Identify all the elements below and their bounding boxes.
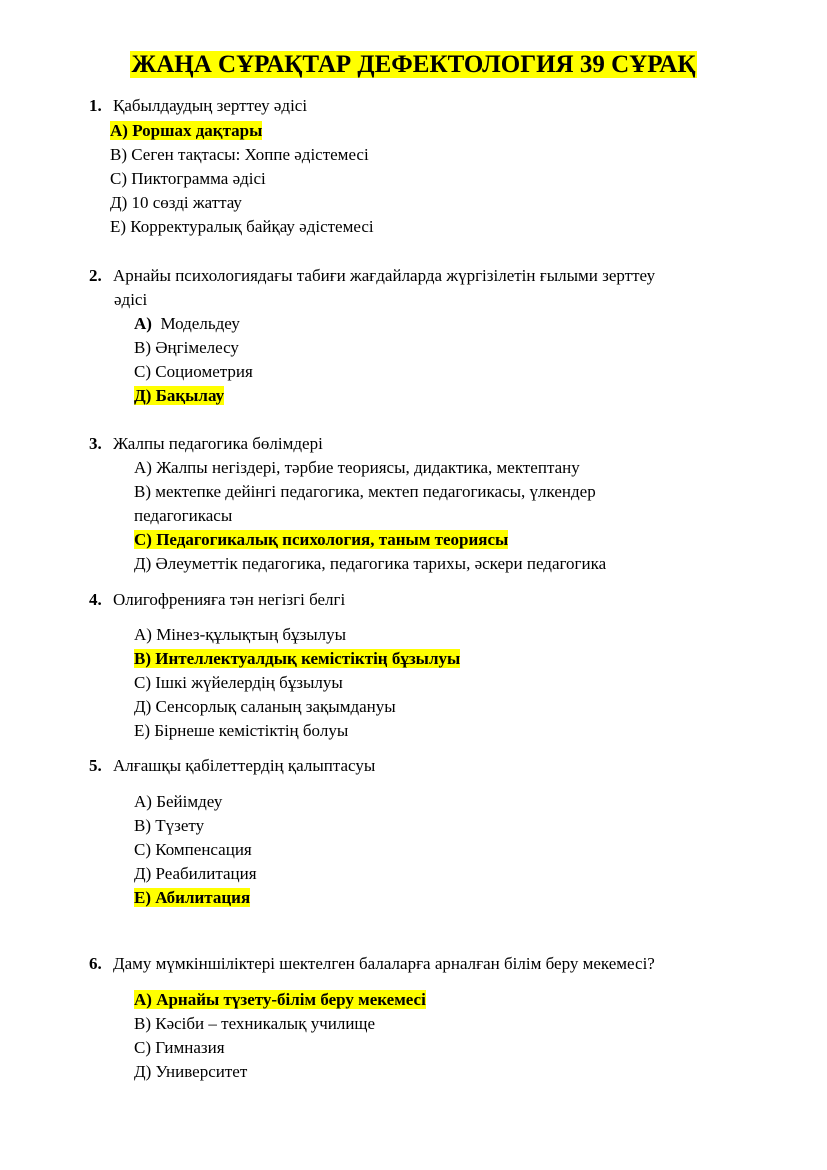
option: В) Түзету (134, 816, 205, 835)
option-correct: С) Педагогикалық психология, таным теориясы (134, 530, 509, 549)
question-number: 1. (89, 96, 102, 115)
question-3 (89, 433, 323, 455)
question-number: 2. (89, 266, 102, 285)
option: С) Гимназия (134, 1038, 225, 1057)
option: В) Әңгімелесу (134, 338, 239, 357)
option: Д) Университет (134, 1062, 248, 1081)
option: А) Бейімдеу (134, 792, 223, 811)
option: Д) Сенсорлық саланың зақымдануы (134, 697, 396, 716)
option: С) Компенсация (134, 840, 252, 859)
option: Е) Корректуралық байқау әдістемесі (110, 217, 374, 236)
option: С) Социометрия (134, 362, 253, 381)
question-text: Алғашқы қабілеттердің қалыптасуы (113, 756, 376, 775)
option: С) Ішкі жүйелердің бұзылуы (134, 673, 343, 692)
question-text: Даму мүмкіншіліктері шектелген балаларға арналған білім беру мекемесі? (113, 954, 655, 973)
option: А) Модельдеу (134, 314, 240, 333)
document-title: ЖАҢА СҰРАҚТАР ДЕФЕКТОЛОГИЯ 39 СҰРАҚ (131, 51, 696, 78)
question-5 (89, 755, 375, 777)
option: Е) Бірнеше кемістіктің болуы (134, 721, 349, 740)
option: Д) Әлеуметтік педагогика, педагогика тарихы, әскери педагогика (134, 554, 607, 573)
option: С) Пиктограмма әдісі (110, 169, 266, 188)
option-correct: А) Роршах дақтары (110, 121, 263, 140)
question-text-continued: әдісі (114, 290, 148, 309)
option-correct: Е) Абилитация (134, 888, 251, 907)
option-correct: А) Арнайы түзету-білім беру мекемесі (134, 990, 426, 1009)
option: А) Мінез-құлықтың бұзылуы (134, 625, 347, 644)
option-correct: В) Интеллектуалдық кемістіктің бұзылуы (134, 649, 461, 668)
question-2 (89, 265, 655, 287)
option: В) мектепке дейінгі педагогика, мектеп педагогикасы, үлкендер (134, 482, 596, 501)
option: Д) Реабилитация (134, 864, 257, 883)
option-correct: Д) Бақылау (134, 386, 225, 405)
question-text: Қабылдаудың зерттеу әдісі (113, 96, 308, 115)
question-text: Арнайы психологиядағы табиғи жағдайларда жүргізілетін ғылыми зерттеу (113, 266, 656, 285)
option: Д) 10 сөзді жаттау (110, 193, 242, 212)
option: А) Жалпы негіздері, тәрбие теориясы, дидактика, мектептану (134, 458, 580, 477)
question-text: Жалпы педагогика бөлімдері (113, 434, 323, 453)
question-1 (89, 95, 307, 117)
option-continued: педагогикасы (134, 506, 233, 525)
option: В) Кәсіби – техникалық училище (134, 1014, 376, 1033)
option: В) Сеген тақтасы: Хоппе әдістемесі (110, 145, 369, 164)
question-4 (89, 589, 345, 611)
question-6 (89, 953, 655, 975)
question-number: 4. (89, 590, 102, 609)
question-text: Олигофренияға тән негізгі белгі (113, 590, 346, 609)
question-number: 6. (89, 954, 102, 973)
question-number: 3. (89, 434, 102, 453)
question-number: 5. (89, 756, 102, 775)
